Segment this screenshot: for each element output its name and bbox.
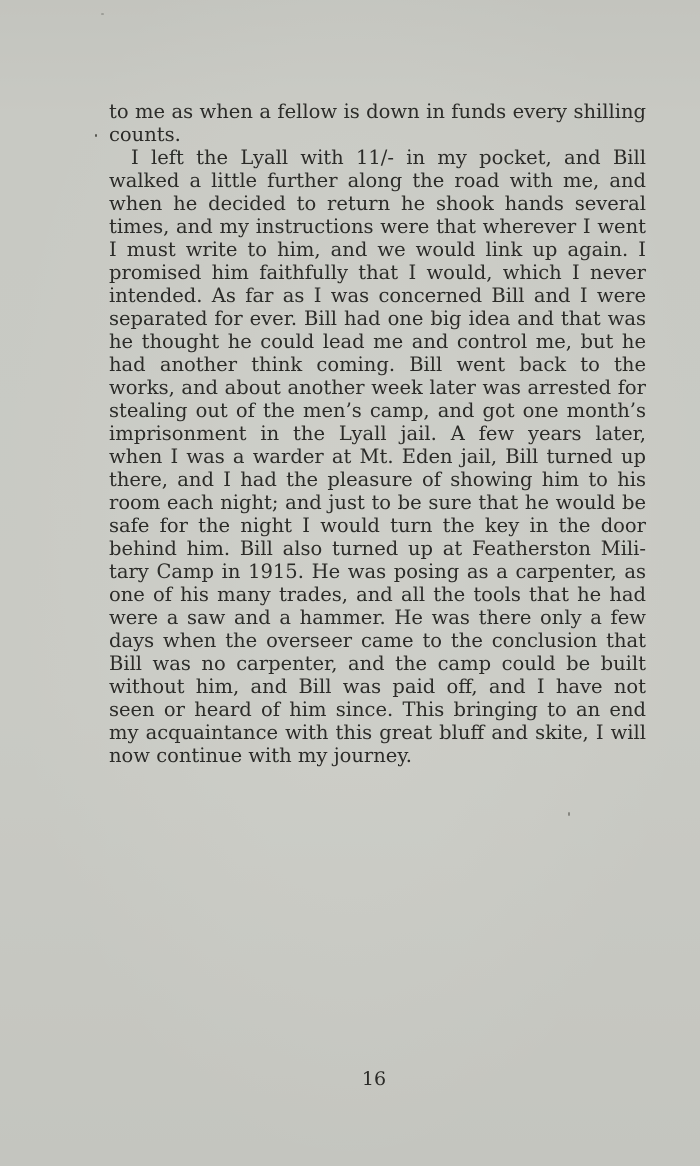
text-line: were a saw and a hammer. He was there only a few bbox=[109, 606, 646, 629]
text-line: times, and my instructions were that wherever I went bbox=[109, 215, 646, 238]
page-number: 16 bbox=[361, 1068, 387, 1090]
text-line: without him, and Bill was paid off, and I have not bbox=[109, 675, 646, 698]
text-line: I must write to him, and we would link up again. I bbox=[109, 238, 646, 261]
text-line: safe for the night I would turn the key in the door bbox=[109, 514, 646, 537]
text-line: now continue with my journey. bbox=[109, 744, 412, 767]
text-line: to me as when a fellow is down in funds every shilling bbox=[109, 100, 646, 123]
text-line: days when the overseer came to the conclusion that bbox=[109, 629, 646, 652]
text-line: when he decided to return he shook hands several bbox=[109, 192, 646, 215]
text-line: had another think coming. Bill went back to the bbox=[109, 353, 646, 376]
text-line: Bill was no carpenter, and the camp could be built bbox=[109, 652, 646, 675]
paper-speck bbox=[101, 13, 104, 15]
text-line: I left the Lyall with 11/- in my pocket, and Bill bbox=[131, 146, 646, 169]
text-line: room each night; and just to be sure that he would be bbox=[109, 491, 646, 514]
text-line: my acquaintance with this great bluff and skite, I will bbox=[109, 721, 646, 744]
text-line: stealing out of the men’s camp, and got one month’s bbox=[109, 399, 646, 422]
text-line: works, and about another week later was arrested for bbox=[109, 376, 646, 399]
text-line: there, and I had the pleasure of showing him to his bbox=[109, 468, 646, 491]
text-line: tary Camp in 1915. He was posing as a carpenter, as bbox=[109, 560, 646, 583]
text-line: seen or heard of him since. This bringing to an end bbox=[109, 698, 646, 721]
text-line: imprisonment in the Lyall jail. A few years later, bbox=[109, 422, 646, 445]
text-line: promised him faithfully that I would, which I never bbox=[109, 261, 646, 284]
body-text bbox=[109, 100, 646, 767]
text-line: counts. bbox=[109, 123, 181, 146]
paper-speck bbox=[568, 812, 570, 816]
text-line: separated for ever. Bill had one big idea and that was bbox=[109, 307, 646, 330]
paper-speck bbox=[95, 134, 97, 137]
text-line: when I was a warder at Mt. Eden jail, Bill turned up bbox=[109, 445, 646, 468]
text-line: walked a little further along the road with me, and bbox=[109, 169, 646, 192]
text-line: he thought he could lead me and control me, but he bbox=[109, 330, 646, 353]
text-line: one of his many trades, and all the tools that he had bbox=[109, 583, 646, 606]
text-line: behind him. Bill also turned up at Featherston Mili- bbox=[109, 537, 646, 560]
text-line: intended. As far as I was concerned Bill and I were bbox=[109, 284, 646, 307]
